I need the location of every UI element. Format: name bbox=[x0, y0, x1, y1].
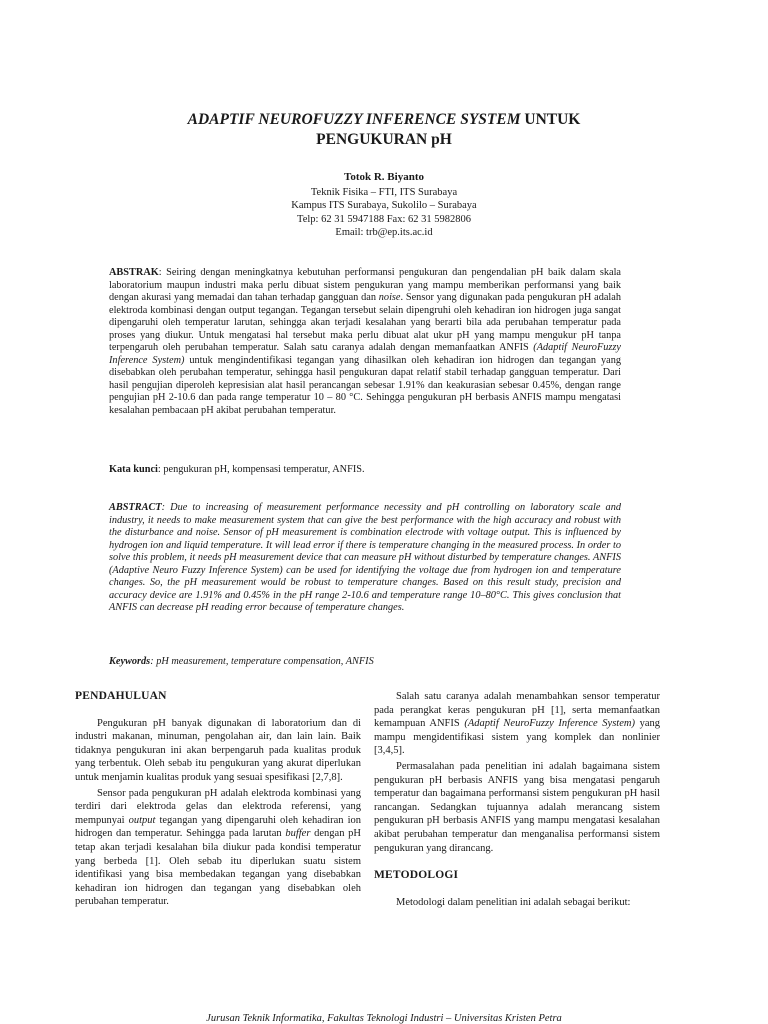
left-p2-output: output bbox=[128, 814, 156, 826]
abstract-label: ABSTRACT bbox=[109, 502, 162, 513]
right-column bbox=[374, 690, 660, 909]
keywords-text: : pH measurement, temperature compensation, ANFIS bbox=[150, 656, 374, 667]
right-p1-text-a: Salah satu caranya adalah menambahkan sensor temperatur pada perangkat keras pengukuran pH [1], serta memanfaatkan kemampuan ANFIS bbox=[374, 691, 660, 730]
author-email: Email: trb@ep.its.ac.id bbox=[335, 227, 433, 238]
left-p2-text-b: tegangan yang dipengaruhi oleh kehadiran ion hidrogen dan temperatur. Sehingga pada larutan bbox=[75, 814, 361, 840]
author-block bbox=[180, 171, 588, 240]
section-heading-pendahuluan: PENDAHULUAN bbox=[75, 690, 167, 702]
abstrak-text-c: untuk mengindentifikasi tegangan yang dihasilkan oleh kehadiran ion hidrogen dan tegangan yang disebabkan oleh perubahan temperatur, sehingga hasil pengukuran dapat relatif stabil terhadap gangguan temperatur. Dari hasil pengujian diperoleh kepresisian alat hasil perancangan sebesar 1.91% dan keakurasian sebesar 0.45%, dengan range pengujian pH 2-10.6 dan pada range temperatur 10 – 80 °C. Sehingga pengukuran pH berbasis ANFIS mampu mengatasi kesalahan pembacaan pH akibat perubahan temperatur. bbox=[109, 354, 621, 416]
abstrak-paragraph bbox=[109, 267, 621, 417]
kata-kunci bbox=[109, 464, 621, 477]
section-heading-metodologi: METODOLOGI bbox=[374, 869, 459, 882]
author-address: Kampus ITS Surabaya, Sukolilo – Surabaya bbox=[291, 200, 477, 211]
right-paragraph-1 bbox=[374, 690, 660, 758]
abstrak-label: ABSTRAK bbox=[109, 267, 159, 278]
kata-kunci-text: : pengukuran pH, kompensasi temperatur, ANFIS. bbox=[157, 464, 365, 475]
left-p2-text-a: Sensor pada pengukuran pH adalah elektroda kombinasi yang terdiri dari elektroda gelas dan elektroda referensi, yang mempunyai bbox=[75, 787, 361, 826]
title-line-2: PENGUKURAN pH bbox=[316, 131, 452, 148]
left-column bbox=[75, 690, 361, 909]
right-paragraph-3: Metodologi dalam penelitian ini adalah sebagai berikut: bbox=[396, 896, 631, 908]
right-p1-anfis: (Adaptif NeuroFuzzy Inference System) bbox=[464, 718, 635, 730]
left-paragraph-2 bbox=[75, 787, 361, 909]
author-name: Totok R. Biyanto bbox=[344, 171, 424, 183]
left-paragraph-1: Pengukuran pH banyak digunakan di laboratorium dan di industri makanan, minuman, pengolahan air, dan lain lain. Baik tidaknya pengukuran ini akan berpengaruh pada kualitas produk yang terbentuk. Oleh sebab itu pengukuran yang akurat diperlukan untuk menjamin kualitas produk yang sesuai spesifikasi [2,7,8]. bbox=[75, 717, 361, 783]
page-footer: Jurusan Teknik Informatika, Fakultas Teknologi Industri – Universitas Kristen Petra bbox=[206, 1013, 562, 1024]
keywords-label: Keywords bbox=[109, 656, 151, 667]
right-p1-text-b: yang mampu mengidentifikasi sistem yang komplek dan nonlinier [3,4,5]. bbox=[374, 718, 660, 757]
keywords bbox=[109, 656, 621, 669]
left-p2-text-c: dengan pH tetap akan terjadi kesalahan bila diukur pada kondisi temperatur yang berbeda [1]. Oleh sebab itu diperlukan suatu sistem identifikasi yang bisa membedakan tegangan yang disebabkan kehadiran ion hidrogen dan tegangan yang disebabkan oleh perubahan temperatur. bbox=[75, 828, 361, 908]
title-italic-part: ADAPTIF NEUROFUZZY INFERENCE SYSTEM bbox=[187, 111, 521, 128]
title-rest-part: UNTUK bbox=[520, 111, 581, 128]
abstrak-anfis: (Adaptif NeuroFuzzy Inference System) bbox=[109, 342, 621, 366]
abstract-text: : Due to increasing of measurement performance necessity and pH controlling on laboratory scale and industry, it needs to make measurement system that can give the best performance with the high accuracy and robust with the disturbance and noise. Sensor of pH measurement is combination electrode with voltage output. This is influenced by hydrogen ion and liquid temperature. It will lead error if there is temperature changing in the measured process. In order to solve this problem, it needs pH measurement device that can measure pH without disturbed by temperature changes. ANFIS (Adaptive Neuro Fuzzy Inference System) can be used for identifying the voltage due from hydrogen ion and temperature changes. So, the pH measurement would be robust to temperature changes. Based on this result study, precision and accuracy device are 1.91% and 0.45% in the pH range 2-10.6 and temperature range 10–80°C. This gives conclusion that ANFIS can decrease pH reading error because of temperature changes. bbox=[109, 502, 621, 613]
paper-title bbox=[110, 110, 658, 150]
abstrak-text-a: : Seiring dengan meningkatnya kebutuhan performansi pengukuran dan pengendalian pH baik dalam skala laboratorium maupun industri maka perlu dibuat sistem pengukuran yang mampu memberikan performansi yang baik dengan akurasi yang memadai dan tahan terhadap gangguan dan bbox=[109, 267, 621, 303]
abstract-paragraph bbox=[109, 502, 621, 615]
title-line-1 bbox=[110, 110, 658, 130]
author-affiliation: Teknik Fisika – FTI, ITS Surabaya bbox=[310, 186, 458, 198]
abstrak-text-b: . Sensor yang digunakan pada pengukuran pH adalah elektroda kombinasi dengan output tegangan. Tegangan tersebut selain dipengruhi oleh kehadiran ion hidrogen juga sangat dipengaruhi oleh temperatur larutan, sehingga akan terjadi kesalahan yang berarti bila ada perubahan temperatur pada proses yang diukur. Untuk mengatasi hal tersebut maka perlu dibuat alat ukur pH yang mampu mengukur pH tanpa terpengaruh oleh perubahan temperatur. Salah satu caranya adalah dengan memanfaatkan ANFIS bbox=[109, 292, 621, 353]
left-p2-buffer: buffer bbox=[285, 828, 311, 840]
right-paragraph-2: Permasalahan pada penelitian ini adalah bagaimana sistem pengukuran pH berbasis ANFIS yang bisa mengatasi pengaruh temperatur dan bagaimana performansi sistem pengukuran pH hasil rancangan. Sedangkan tujuannya adalah merancang sistem pengukuran pH berbasis ANFIS yang mampu mengatasi kesalahan akibat perubahan temperatur dan menganalisa performansi sistem pengukuran yang dirancang. bbox=[374, 760, 660, 854]
kata-kunci-label: Kata kunci bbox=[109, 464, 158, 475]
abstrak-noise: noise bbox=[378, 292, 401, 303]
author-phone: Telp: 62 31 5947188 Fax: 62 31 5982806 bbox=[297, 213, 471, 225]
